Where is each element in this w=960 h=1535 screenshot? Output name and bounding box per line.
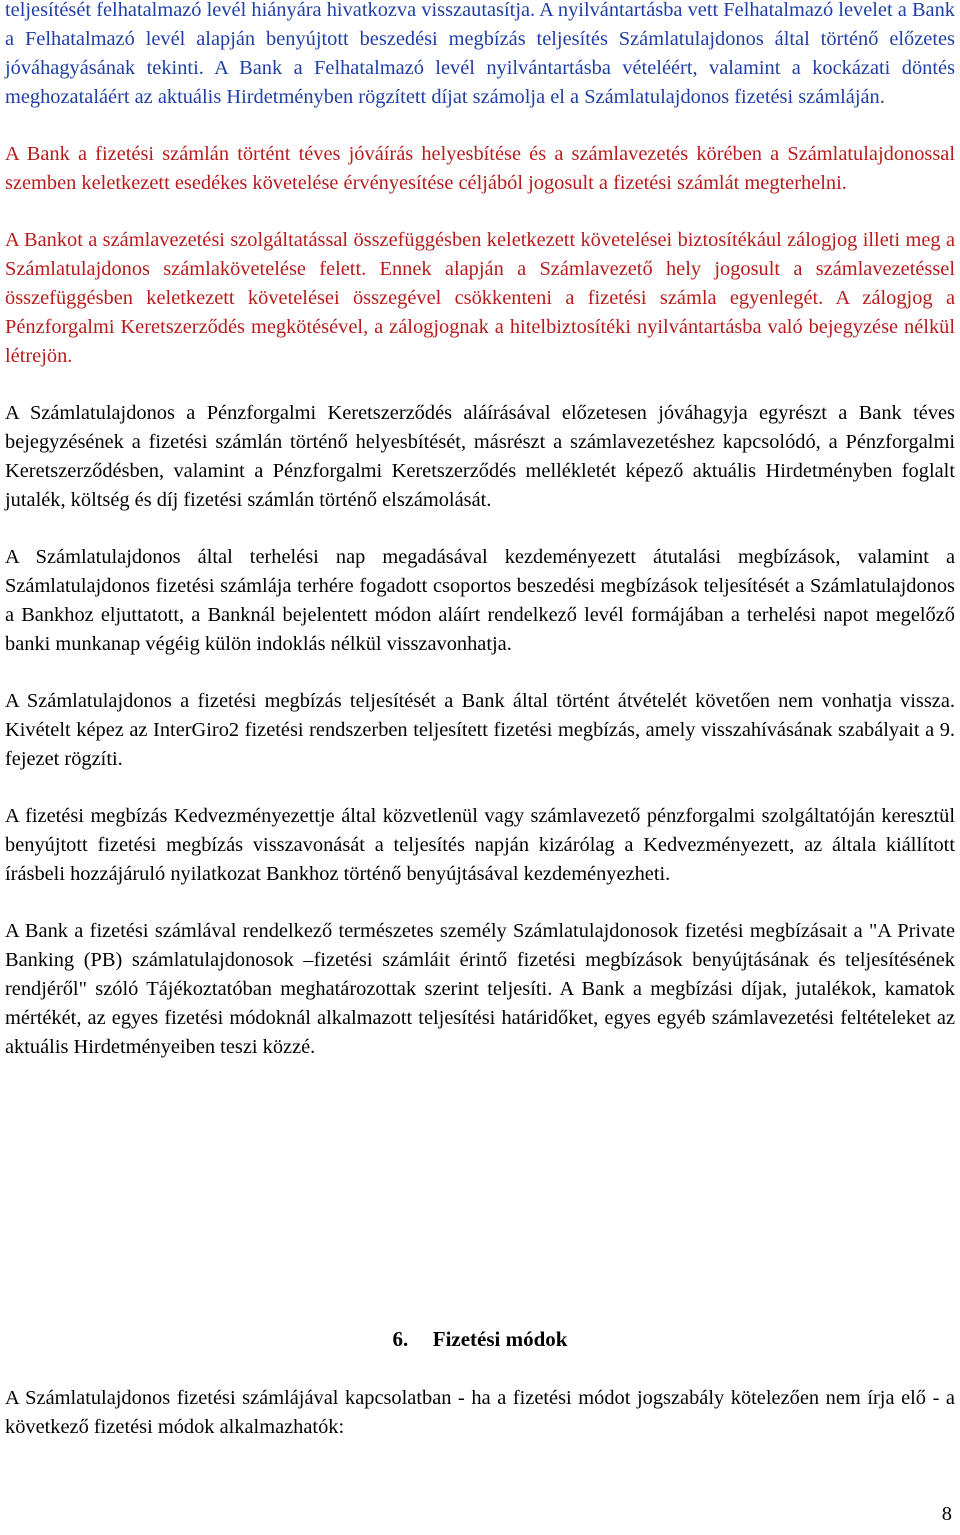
paragraph-text: A Bank a fizetési számlával rendelkező természetes személy Számlatulajdonosok fizetési megbízásait a "A Private Banking (PB) számlatulajdonosok –fizetési számláit érintő fizetési megbízások benyújtásának és teljesítésének rendjéről" szóló Tájékoztatóban meghatározottak szerint teljesíti. A Bank a megbízási díjak, jutalékok, kamatok mértékét, az egyes fizetési módoknál alkalmazott teljesítési határidőket, egyes egyéb számlavezetési feltételeket az aktuális Hirdetményeiben teszi közzé. — [5, 920, 955, 1058]
paragraph-text: A Számlatulajdonos a fizetési megbízás teljesítését a Bank által történt átvételét követően nem vonhatja vissza. Kivételt képez az InterGiro2 fizetési rendszerben teljesített fizetési megbízás, amely visszahívásának szabályait a 9. fejezet rögzíti. — [5, 690, 955, 770]
paragraph — [5, 140, 955, 198]
paragraph — [5, 0, 955, 112]
section-heading — [0, 1325, 960, 1354]
paragraph-text: A Számlatulajdonos által terhelési nap megadásával kezdeményezett átutalási megbízások, valamint a Számlatulajdonos fizetési számlája terhére fogadott csoportos beszedési megbízások teljesítését a Számlatulajdonos a Bankhoz eljuttatott, a Banknál bejelentett módon aláírt rendelkező levél formájában a terhelési napot megelőző banki munkanap végéig külön indoklás nélkül visszavonhatja. — [5, 546, 955, 655]
paragraph — [5, 226, 955, 371]
section-number: 6. — [392, 1327, 409, 1351]
paragraph-text: A Bank a fizetési számlán történt téves jóváírás helyesbítése és a számlavezetés körében a Számlatulajdonossal szemben keletkezett esedékes követelése érvényesítése céljából jogosult a fizetési számlát megterhelni. — [5, 143, 955, 194]
paragraph — [5, 917, 955, 1062]
document-body — [5, 0, 955, 1090]
closing-paragraph: A Számlatulajdonos fizetési számlájával kapcsolatban - ha a fizetési módot jogszabály kötelezően nem írja elő - a következő fizetési módok alkalmazhatók: — [5, 1387, 955, 1438]
paragraph — [5, 802, 955, 889]
section-title: Fizetési módok — [432, 1327, 568, 1351]
paragraph-text: A Számlatulajdonos a Pénzforgalmi Keretszerződés aláírásával előzetesen jóváhagyja egyrészt a Bank téves bejegyzésének a fizetési számlán történő helyesbítését, másrészt a számlavezetéshez kapcsolódó, a Pénzforgalmi Keretszerződésben, valamint a Pénzforgalmi Keretszerződés mellékletét képező aktuális Hirdetményben foglalt jutalék, költség és díj fizetési számlán történő elszámolását. — [5, 402, 955, 511]
paragraph — [5, 687, 955, 774]
paragraph — [5, 399, 955, 515]
paragraph-text: A fizetési megbízás Kedvezményezettje által közvetlenül vagy számlavezető pénzforgalmi szolgáltatóján keresztül benyújtott fizetési megbízás visszavonását a teljesítés napján kizárólag a Kedvezményezett, az általa kiállított írásbeli hozzájáruló nyilatkozat Bankhoz történő benyújtásával kezdeményezheti. — [5, 805, 955, 885]
paragraph-text: A Bankot a számlavezetési szolgáltatással összefüggésben keletkezett követelései biztosítékául zálogjog illeti meg a Számlatulajdonos számlakövetelése felett. Ennek alapján a Számlavezető hely jogosult a számlavezetéssel összefüggésben keletkezett követelései összegével csökkenteni a fizetési számla egyenlegét. A zálogjog a Pénzforgalmi Keretszerződés megkötésével, a zálogjognak a hitelbiztosítéki nyilvántartásba való bejegyzése nélkül létrejön. — [5, 229, 955, 367]
page-number: 8 — [941, 1503, 952, 1525]
paragraph — [5, 543, 955, 659]
paragraph-text: teljesítését felhatalmazó levél hiányára hivatkozva visszautasítja. A nyilvántartásba vett Felhatalmazó levelet a Bank a Felhatalmazó levél alapján benyújtott beszedési megbízás teljesítés Számlatulajdonos által történő előzetes jóváhagyásának tekinti. A Bank a Felhatalmazó levél nyilvántartásba vételéért, valamint a kockázati döntés meghozataláért az aktuális Hirdetményben rögzített díjat számolja el a Számlatulajdonos fizetési számláján. — [5, 0, 955, 108]
